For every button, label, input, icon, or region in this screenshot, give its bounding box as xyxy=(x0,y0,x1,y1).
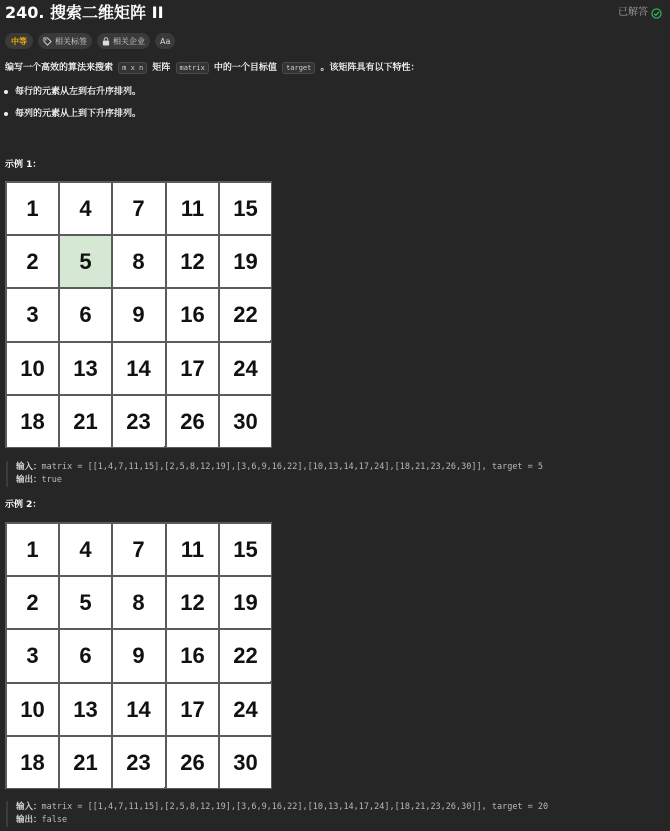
matrix-cell: 11 xyxy=(167,524,218,575)
matrix-cell: 18 xyxy=(7,396,58,447)
output-value: false xyxy=(41,815,68,825)
matrix-cell: 19 xyxy=(220,236,271,287)
matrix-cell: 15 xyxy=(220,524,271,575)
matrix-cell: 24 xyxy=(220,684,271,735)
example-1-matrix-image xyxy=(5,181,272,448)
matrix-cell: 5 xyxy=(60,577,111,628)
matrix-cell: 12 xyxy=(167,236,218,287)
title-row xyxy=(5,2,662,24)
matrix-cell: 16 xyxy=(167,630,218,681)
matrix-cell: 18 xyxy=(7,737,58,788)
matrix-cell: 15 xyxy=(220,183,271,234)
matrix-cell: 6 xyxy=(60,630,111,681)
matrix-cell: 22 xyxy=(220,289,271,340)
desc-part2: 矩阵 xyxy=(149,63,174,73)
property-item: 每行的元素从左到右升序排列。 xyxy=(4,84,141,106)
tag-bar xyxy=(5,33,175,49)
matrix-cell: 23 xyxy=(113,737,164,788)
matrix-cell: 10 xyxy=(7,343,58,394)
matrix-cell: 11 xyxy=(167,183,218,234)
matrix-cell: 13 xyxy=(60,343,111,394)
matrix-cell: 9 xyxy=(113,289,164,340)
matrix-cell: 8 xyxy=(113,236,164,287)
matrix-cell: 26 xyxy=(167,396,218,447)
example-1-title: 示例 1： xyxy=(5,160,42,170)
matrix-cell: 19 xyxy=(220,577,271,628)
solved-status xyxy=(618,5,662,21)
matrix-cell: 23 xyxy=(113,396,164,447)
problem-title[interactable]: 240. 搜索二维矩阵 II xyxy=(5,3,164,22)
problem-description xyxy=(5,60,420,76)
lock-icon xyxy=(102,37,110,46)
matrix-cell: 7 xyxy=(113,524,164,575)
desc-part3: 中的一个目标值 xyxy=(210,63,281,73)
input-label: 输入： xyxy=(16,462,42,472)
matrix-cell: 4 xyxy=(60,524,111,575)
example-1-io xyxy=(6,461,656,487)
property-item: 每列的元素从上到下升序排列。 xyxy=(4,106,141,128)
related-companies-button[interactable] xyxy=(97,33,150,49)
matrix-cell: 16 xyxy=(167,289,218,340)
desc-part4: 。该矩阵具有以下特性： xyxy=(317,63,420,73)
matrix-cell: 1 xyxy=(7,183,58,234)
check-circle-icon xyxy=(651,8,662,19)
matrix-cell: 8 xyxy=(113,577,164,628)
output-value: true xyxy=(41,475,62,485)
matrix-cell: 30 xyxy=(220,396,271,447)
matrix-cell: 7 xyxy=(113,183,164,234)
matrix-cell: 17 xyxy=(167,684,218,735)
input-value: matrix = [[1,4,7,11,15],[2,5,8,12,19],[3,6,9,16,22],[10,13,14,17,24],[18,21,23,26,30]], target = 5 xyxy=(41,462,544,472)
matrix-cell: 4 xyxy=(60,183,111,234)
example-2-matrix-image xyxy=(5,522,272,789)
desc-code-matrix: matrix xyxy=(176,62,209,74)
font-size-icon: Aa xyxy=(160,36,171,46)
matrix-cell: 26 xyxy=(167,737,218,788)
desc-code-target: target xyxy=(282,62,315,74)
matrix-cell: 13 xyxy=(60,684,111,735)
matrix-cell: 21 xyxy=(60,396,111,447)
desc-part1: 编写一个高效的算法来搜索 xyxy=(5,63,117,73)
matrix-cell: 1 xyxy=(7,524,58,575)
matrix-cell: 2 xyxy=(7,236,58,287)
output-label: 输出： xyxy=(16,475,42,485)
matrix-cell: 9 xyxy=(113,630,164,681)
input-label: 输入： xyxy=(16,802,42,812)
difficulty-badge[interactable]: 中等 xyxy=(5,33,33,49)
matrix-cell: 14 xyxy=(113,684,164,735)
matrix-cell: 21 xyxy=(60,737,111,788)
matrix-cell: 10 xyxy=(7,684,58,735)
related-topics-button[interactable] xyxy=(38,33,92,49)
example-2-title: 示例 2： xyxy=(5,500,42,510)
matrix-cell: 6 xyxy=(60,289,111,340)
output-label: 输出： xyxy=(16,815,42,825)
related-companies-label: 相关企业 xyxy=(113,36,145,46)
matrix-cell: 17 xyxy=(167,343,218,394)
tag-icon xyxy=(43,37,52,46)
matrix-cell: 3 xyxy=(7,630,58,681)
matrix-cell: 24 xyxy=(220,343,271,394)
matrix-cell-target: 5 xyxy=(60,236,111,287)
related-topics-label: 相关标签 xyxy=(55,36,87,46)
matrix-cell: 2 xyxy=(7,577,58,628)
property-list xyxy=(4,84,141,128)
input-value: matrix = [[1,4,7,11,15],[2,5,8,12,19],[3,6,9,16,22],[10,13,14,17,24],[18,21,23,26,30]], target = 20 xyxy=(41,802,549,812)
example-2-io xyxy=(6,801,656,827)
matrix-cell: 22 xyxy=(220,630,271,681)
matrix-cell: 3 xyxy=(7,289,58,340)
matrix-cell: 30 xyxy=(220,737,271,788)
matrix-cell: 12 xyxy=(167,577,218,628)
font-size-button[interactable] xyxy=(155,33,175,49)
matrix-cell: 14 xyxy=(113,343,164,394)
solved-label: 已解答 xyxy=(618,7,648,18)
desc-code-dims: m x n xyxy=(118,62,147,74)
